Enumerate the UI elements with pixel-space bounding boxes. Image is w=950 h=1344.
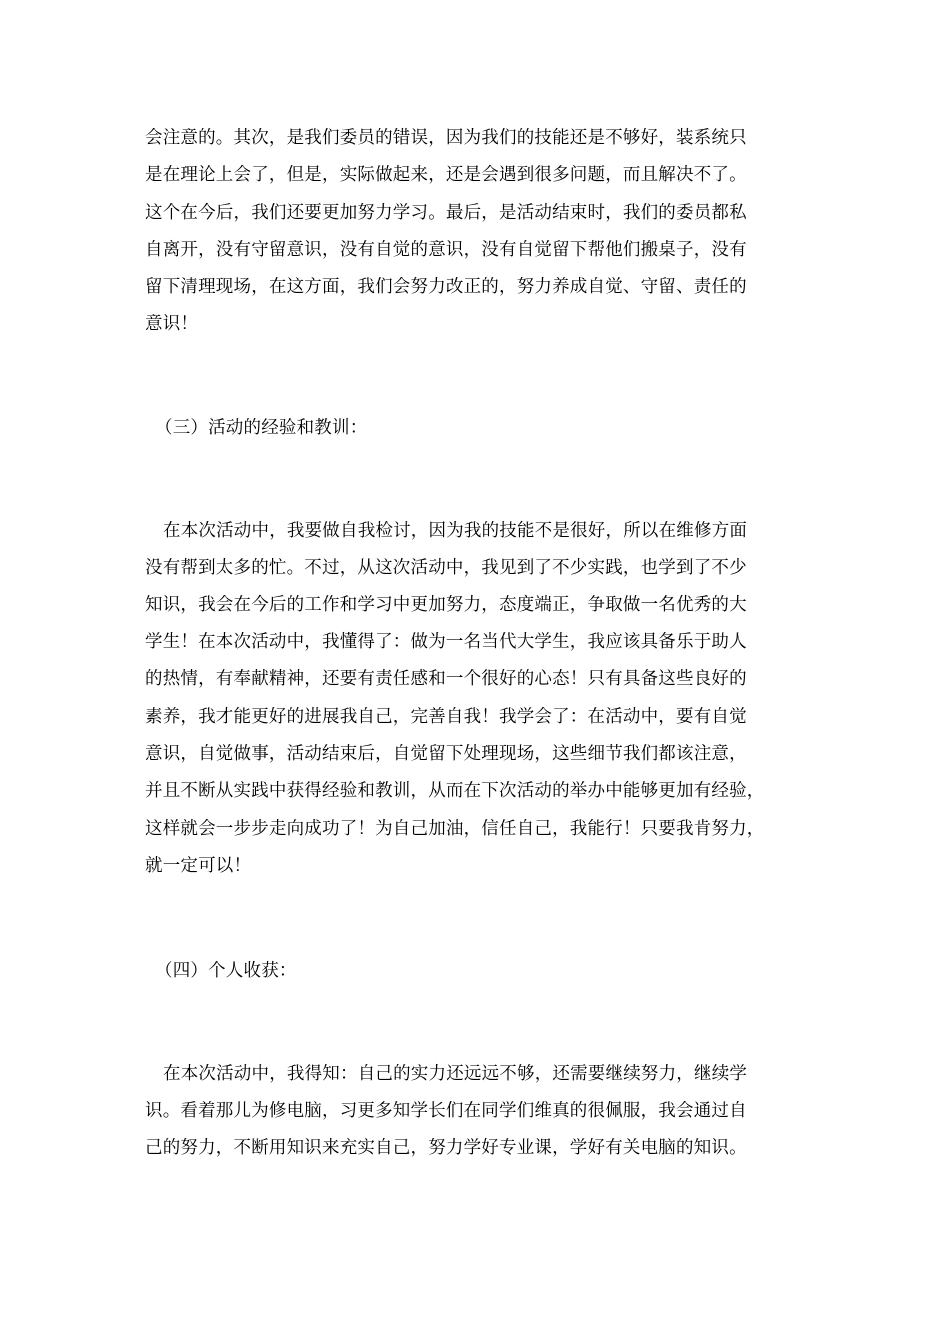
paragraph-line: 就一定可以！ <box>145 856 252 876</box>
paragraph-line: 这个在今后，我们还要更加努力学习。最后，是活动结束时，我们的委员都私 <box>145 203 747 223</box>
section-heading-4: （四）个人收获： <box>155 961 297 981</box>
paragraph-line: 意识，自觉做事，活动结束后，自觉留下处理现场，这些细节我们都该注意， <box>145 744 747 764</box>
paragraph-line: 这样就会一步步走向成功了！为自己加油，信任自己，我能行！只要我肯努力， <box>145 819 765 839</box>
paragraph-line: 并且不断从实践中获得经验和教训，从而在下次活动的举办中能够更加有经验， <box>145 781 765 801</box>
paragraph-line: 会注意的。其次，是我们委员的错误，因为我们的技能还是不够好，装系统只 <box>145 128 747 148</box>
section-heading-3: （三）活动的经验和教训： <box>155 418 368 438</box>
paragraph-line: 自离开，没有守留意识，没有自觉的意识，没有自觉留下帮他们搬桌子，没有 <box>145 240 747 260</box>
paragraph-line: 学生！在本次活动中，我懂得了：做为一名当代大学生，我应该具备乐于助人 <box>145 632 747 652</box>
paragraph-line: 是在理论上会了，但是，实际做起来，还是会遇到很多问题，而且解决不了。 <box>145 165 747 185</box>
paragraph-line: 识。看着那儿为修电脑，习更多知学长们在同学们维真的很佩服，我会通过自 <box>145 1101 747 1121</box>
paragraph-line: 在本次活动中，我得知：自己的实力还远远不够，还需要继续努力，继续学 <box>163 1064 748 1084</box>
paragraph-line: 素养，我才能更好的进展我自己，完善自我！我学会了：在活动中，要有自觉 <box>145 707 747 727</box>
paragraph-line: 意识！ <box>145 314 199 334</box>
paragraph-line: 没有帮到太多的忙。不过，从这次活动中，我见到了不少实践，也学到了不少 <box>145 558 747 578</box>
paragraph-line: 留下清理现场，在这方面，我们会努力改正的，努力养成自觉、守留、责任的 <box>145 277 747 297</box>
paragraph-line: 的热情，有奉献精神，还要有责任感和一个很好的心态！只有具备这些良好的 <box>145 669 747 689</box>
paragraph-line: 知识，我会在今后的工作和学习中更加努力，态度端正，争取做一名优秀的大 <box>145 595 747 615</box>
paragraph-line: 己的努力，不断用知识来充实自己，努力学好专业课，学好有关电脑的知识。 <box>145 1138 747 1158</box>
paragraph-line: 在本次活动中，我要做自我检讨，因为我的技能不是很好，所以在维修方面 <box>163 521 748 541</box>
